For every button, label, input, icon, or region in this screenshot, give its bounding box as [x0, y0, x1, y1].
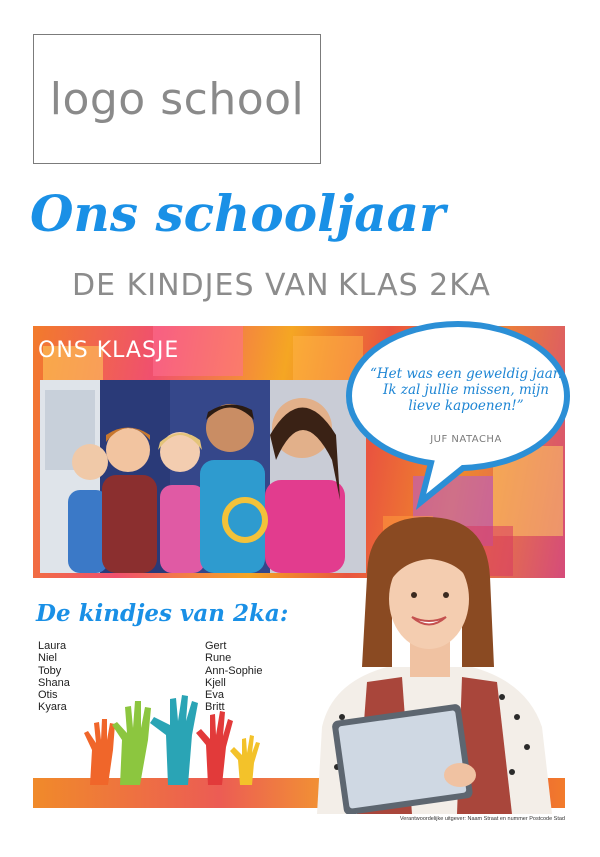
logo-placeholder [33, 34, 321, 164]
raised-hands-illustration [80, 695, 280, 785]
kids-list-title: De kindjes van 2ka: [36, 600, 289, 627]
band-label: ONS KLASJE [38, 338, 180, 363]
kid-name: Rune [205, 652, 232, 665]
kid-name: Otis [38, 689, 58, 702]
logo-text: logo school [49, 73, 305, 125]
footer-publisher: Verantwoordelijke uitgever: Naam Straat en nummer Postcode Stad [399, 816, 565, 822]
kid-name: Laura [38, 640, 67, 652]
kid-name: Toby [38, 664, 62, 677]
kid-name: Niel [38, 652, 57, 665]
quote-author: JUF NATACHA [430, 434, 502, 445]
teacher-photo [312, 517, 562, 814]
kids-list-left [38, 640, 70, 714]
kid-name: Kyara [38, 701, 67, 714]
kid-name: Gert [205, 640, 227, 652]
subtitle-right: KLAS 2KA [338, 268, 491, 303]
kid-name: Britt [205, 701, 225, 714]
kid-name: Ann-Sophie [205, 664, 263, 677]
kid-name: Shana [38, 676, 70, 689]
kid-name: Eva [205, 689, 224, 702]
page-title: Ons schooljaar [30, 184, 446, 243]
subtitle-left: DE KINDJES VAN [72, 268, 330, 303]
speech-bubble [343, 320, 573, 510]
teacher-quote: “Het was een geweldig jaar. Ik zal jullie missen, mijn lieve kapoenen!” [369, 366, 563, 414]
kid-name: Kjell [205, 676, 226, 689]
